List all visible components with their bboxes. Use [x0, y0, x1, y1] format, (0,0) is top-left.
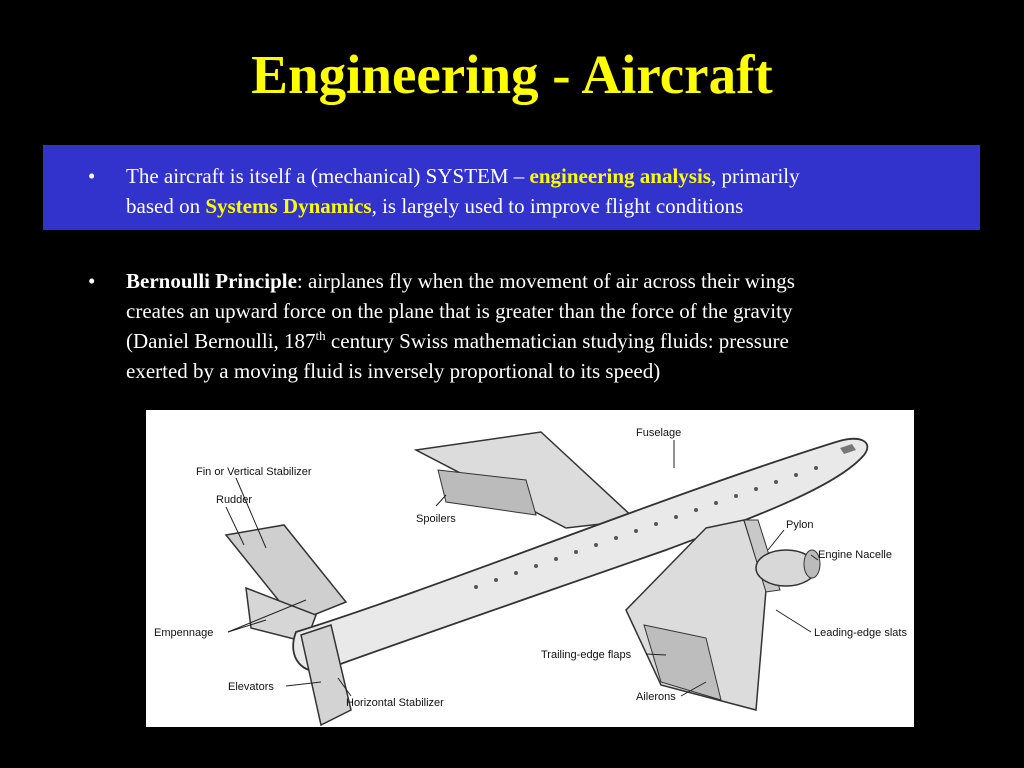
- label-rudder: Rudder: [216, 494, 253, 506]
- bullet-text-part: (Daniel Bernoulli, 187: [126, 329, 316, 353]
- bullet-text-part: , is largely used to improve flight conditions: [371, 194, 744, 218]
- label-trailing-edge-flaps: Trailing-edge flaps: [541, 649, 632, 661]
- bullet-dot: •: [88, 164, 96, 188]
- superscript-th: th: [315, 328, 326, 343]
- label-horizontal-stabilizer: Horizontal Stabilizer: [346, 697, 444, 709]
- bullet-text-part: , primarily: [710, 164, 800, 188]
- label-fin: Fin or Vertical Stabilizer: [196, 466, 312, 478]
- bullet-text-part: exerted by a moving fluid is inversely proportional to its speed): [126, 359, 661, 383]
- bullet-text-part: The aircraft is itself a (mechanical) SYSTEM –: [126, 164, 530, 188]
- bullet-text: [126, 266, 795, 386]
- aircraft-illustration: [146, 410, 914, 727]
- bullet-text-part: creates an upward force on the plane that is greater than the force of the gravity: [126, 299, 793, 323]
- keyword-bernoulli-principle: Bernoulli Principle: [126, 269, 297, 293]
- bullet-text-part: century Swiss mathematician studying fluids: pressure: [325, 329, 789, 353]
- label-elevators: Elevators: [228, 681, 274, 693]
- label-spoilers: Spoilers: [416, 513, 456, 525]
- aircraft-diagram: [146, 410, 914, 727]
- bullet-dot: •: [88, 269, 96, 293]
- slide-title: Engineering - Aircraft: [251, 44, 773, 105]
- label-pylon: Pylon: [786, 519, 814, 531]
- bullet-text-part: based on: [126, 194, 206, 218]
- label-ailerons: Ailerons: [636, 691, 676, 703]
- bullet-text: [126, 161, 800, 221]
- keyword-systems-dynamics: Systems Dynamics: [205, 194, 372, 218]
- label-empennage: Empennage: [154, 627, 214, 639]
- label-leading-edge-slats: Leading-edge slats: [814, 627, 907, 639]
- keyword-engineering-analysis: engineering analysis: [529, 164, 711, 188]
- bullet-text-part: : airplanes fly when the movement of air across their wings: [296, 269, 795, 293]
- label-engine-nacelle: Engine Nacelle: [818, 549, 892, 561]
- label-fuselage: Fuselage: [636, 427, 682, 439]
